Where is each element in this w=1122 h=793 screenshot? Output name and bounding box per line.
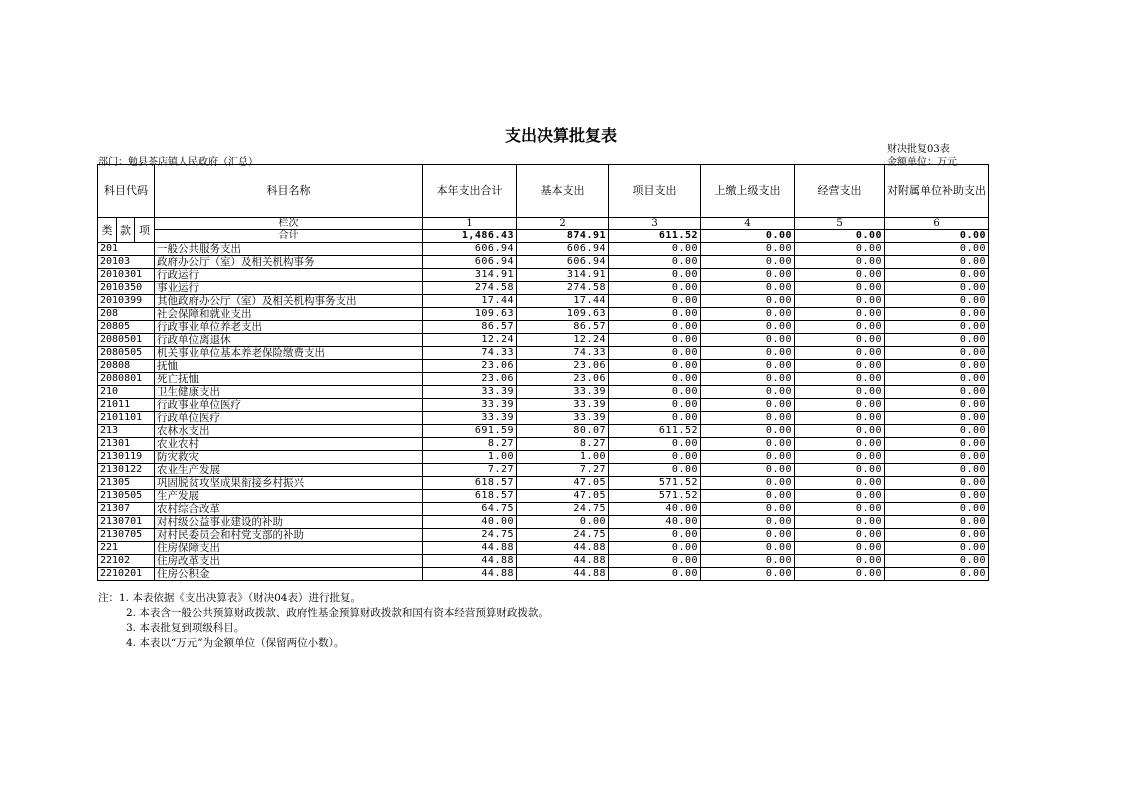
amount-cell: 109.63 — [423, 308, 517, 321]
subject-name: 住房公积金 — [155, 568, 423, 581]
amount-cell: 33.39 — [517, 399, 609, 412]
amount-cell: 274.58 — [517, 282, 609, 295]
header-code: 科目代码 — [98, 165, 155, 218]
amount-cell: 109.63 — [517, 308, 609, 321]
amount-cell: 0.00 — [609, 295, 701, 308]
subject-code: 21307 — [98, 503, 155, 516]
amount-cell: 74.33 — [517, 347, 609, 360]
amount-cell: 0.00 — [701, 503, 795, 516]
amount-cell: 0.00 — [609, 438, 701, 451]
amount-cell: 0.00 — [701, 256, 795, 269]
amount-cell: 0.00 — [885, 412, 989, 425]
amount-cell: 0.00 — [885, 555, 989, 568]
table-row — [98, 360, 989, 373]
subject-name: 行政事业单位医疗 — [155, 399, 423, 412]
col-number-6: 6 — [885, 218, 989, 230]
amount-cell: 0.00 — [795, 451, 885, 464]
header-operation: 经营支出 — [795, 165, 885, 218]
subject-code: 2210201 — [98, 568, 155, 581]
amount-cell: 0.00 — [795, 243, 885, 256]
subject-code: 20805 — [98, 321, 155, 334]
table-row — [98, 256, 989, 269]
amount-cell: 0.00 — [701, 516, 795, 529]
subject-code: 210 — [98, 386, 155, 399]
subject-name: 农村综合改革 — [155, 503, 423, 516]
note-line: 3. 本表批复到项级科目。 — [126, 622, 245, 634]
amount-cell: 0.00 — [795, 334, 885, 347]
amount-cell: 0.00 — [609, 347, 701, 360]
amount-cell: 23.06 — [423, 360, 517, 373]
total-label: 合计 — [155, 230, 423, 243]
subject-code: 2010301 — [98, 269, 155, 282]
subject-code: 21011 — [98, 399, 155, 412]
amount-cell: 0.00 — [885, 386, 989, 399]
amount-cell: 0.00 — [795, 568, 885, 581]
total-value: 0.00 — [795, 230, 885, 243]
amount-cell: 0.00 — [701, 412, 795, 425]
table-row — [98, 464, 989, 477]
header-basic: 基本支出 — [517, 165, 609, 218]
amount-cell: 0.00 — [701, 568, 795, 581]
amount-cell: 44.88 — [517, 568, 609, 581]
amount-cell: 0.00 — [701, 308, 795, 321]
amount-cell: 12.24 — [423, 334, 517, 347]
amount-cell: 44.88 — [517, 542, 609, 555]
amount-cell: 0.00 — [795, 425, 885, 438]
amount-cell: 0.00 — [609, 334, 701, 347]
subject-name: 农业生产发展 — [155, 464, 423, 477]
table-row — [98, 438, 989, 451]
amount-cell: 23.06 — [423, 373, 517, 386]
amount-cell: 86.57 — [517, 321, 609, 334]
table-row — [98, 334, 989, 347]
header-lei: 类 — [98, 218, 117, 243]
amount-cell: 0.00 — [885, 282, 989, 295]
table-row — [98, 555, 989, 568]
amount-cell: 618.57 — [423, 490, 517, 503]
subject-code: 20808 — [98, 360, 155, 373]
amount-cell: 606.94 — [423, 243, 517, 256]
amount-cell: 0.00 — [885, 568, 989, 581]
amount-cell: 0.00 — [701, 529, 795, 542]
table-row — [98, 412, 989, 425]
amount-cell: 23.06 — [517, 360, 609, 373]
amount-cell: 606.94 — [517, 243, 609, 256]
amount-cell: 0.00 — [795, 516, 885, 529]
subject-code: 2080801 — [98, 373, 155, 386]
amount-cell: 0.00 — [795, 373, 885, 386]
column-number-row — [98, 218, 989, 230]
amount-cell: 12.24 — [517, 334, 609, 347]
amount-cell: 0.00 — [609, 568, 701, 581]
amount-cell: 606.94 — [423, 256, 517, 269]
subject-code: 208 — [98, 308, 155, 321]
total-row — [98, 230, 989, 243]
amount-cell: 24.75 — [517, 529, 609, 542]
amount-cell: 0.00 — [795, 282, 885, 295]
amount-cell: 0.00 — [885, 256, 989, 269]
amount-cell: 0.00 — [701, 321, 795, 334]
amount-cell: 0.00 — [795, 308, 885, 321]
amount-cell: 0.00 — [795, 490, 885, 503]
amount-cell: 0.00 — [885, 295, 989, 308]
amount-cell: 0.00 — [701, 373, 795, 386]
amount-cell: 44.88 — [517, 555, 609, 568]
table-row — [98, 269, 989, 282]
subject-name: 事业运行 — [155, 282, 423, 295]
note-line: 2. 本表含一般公共预算财政拨款、政府性基金预算财政拨款和国有资本经营预算财政拨款。 — [126, 607, 549, 619]
subject-name: 农业农村 — [155, 438, 423, 451]
amount-cell: 0.00 — [795, 555, 885, 568]
table-row — [98, 503, 989, 516]
amount-cell: 0.00 — [701, 295, 795, 308]
table-row — [98, 451, 989, 464]
amount-cell: 0.00 — [795, 464, 885, 477]
amount-cell: 1.00 — [423, 451, 517, 464]
table-row — [98, 386, 989, 399]
subject-code: 221 — [98, 542, 155, 555]
subject-code: 2130505 — [98, 490, 155, 503]
subject-name: 政府办公厅（室）及相关机构事务 — [155, 256, 423, 269]
amount-cell: 33.39 — [423, 412, 517, 425]
amount-cell: 0.00 — [701, 269, 795, 282]
amount-cell: 0.00 — [885, 334, 989, 347]
amount-cell: 0.00 — [609, 373, 701, 386]
subject-name: 卫生健康支出 — [155, 386, 423, 399]
subject-name: 防灾救灾 — [155, 451, 423, 464]
header-xiang: 项 — [135, 218, 155, 243]
header-subsidy: 对附属单位补助支出 — [885, 165, 989, 218]
amount-cell: 47.05 — [517, 477, 609, 490]
amount-cell: 24.75 — [517, 503, 609, 516]
total-value: 0.00 — [885, 230, 989, 243]
amount-cell: 0.00 — [885, 373, 989, 386]
col-number-5: 5 — [795, 218, 885, 230]
amount-cell: 0.00 — [795, 477, 885, 490]
table-row — [98, 542, 989, 555]
notes — [98, 591, 549, 651]
amount-cell: 40.00 — [609, 503, 701, 516]
amount-cell: 0.00 — [795, 399, 885, 412]
table-row — [98, 282, 989, 295]
col-number-2: 2 — [517, 218, 609, 230]
amount-cell: 0.00 — [795, 269, 885, 282]
amount-cell: 0.00 — [701, 542, 795, 555]
subject-name: 行政运行 — [155, 269, 423, 282]
table-row — [98, 373, 989, 386]
amount-cell: 0.00 — [885, 477, 989, 490]
amount-cell: 47.05 — [517, 490, 609, 503]
amount-cell: 8.27 — [423, 438, 517, 451]
amount-cell: 314.91 — [517, 269, 609, 282]
amount-cell: 17.44 — [423, 295, 517, 308]
subject-name: 住房改革支出 — [155, 555, 423, 568]
table-row — [98, 295, 989, 308]
table-row — [98, 477, 989, 490]
amount-cell: 24.75 — [423, 529, 517, 542]
amount-cell: 0.00 — [517, 516, 609, 529]
amount-cell: 0.00 — [795, 256, 885, 269]
amount-cell: 0.00 — [701, 347, 795, 360]
amount-cell: 0.00 — [609, 399, 701, 412]
header-lanci: 栏次 — [155, 218, 423, 230]
amount-cell: 0.00 — [609, 360, 701, 373]
table-row — [98, 425, 989, 438]
subject-code: 2101101 — [98, 412, 155, 425]
subject-name: 一般公共服务支出 — [155, 243, 423, 256]
amount-cell: 0.00 — [609, 451, 701, 464]
subject-name: 行政单位医疗 — [155, 412, 423, 425]
header-upper: 上缴上级支出 — [701, 165, 795, 218]
subject-code: 2130122 — [98, 464, 155, 477]
amount-cell: 0.00 — [609, 386, 701, 399]
amount-cell: 0.00 — [609, 555, 701, 568]
total-value: 874.91 — [517, 230, 609, 243]
department-label: 部门：勉县茶店镇人民政府（汇总） — [98, 157, 258, 168]
amount-cell: 0.00 — [885, 347, 989, 360]
amount-cell: 86.57 — [423, 321, 517, 334]
subject-code: 22102 — [98, 555, 155, 568]
table-row — [98, 321, 989, 334]
amount-cell: 44.88 — [423, 568, 517, 581]
amount-cell: 0.00 — [701, 555, 795, 568]
amount-cell: 80.07 — [517, 425, 609, 438]
amount-cell: 0.00 — [609, 282, 701, 295]
amount-cell: 0.00 — [701, 438, 795, 451]
amount-cell: 0.00 — [885, 438, 989, 451]
amount-cell: 0.00 — [885, 542, 989, 555]
subject-name: 对村民委员会和村党支部的补助 — [155, 529, 423, 542]
amount-cell: 40.00 — [423, 516, 517, 529]
subject-code: 2130701 — [98, 516, 155, 529]
subject-code: 21305 — [98, 477, 155, 490]
header-row — [98, 165, 989, 218]
amount-cell: 7.27 — [517, 464, 609, 477]
amount-cell: 0.00 — [701, 399, 795, 412]
table-row — [98, 490, 989, 503]
amount-cell: 0.00 — [885, 308, 989, 321]
subject-code: 2010399 — [98, 295, 155, 308]
amount-cell: 0.00 — [609, 243, 701, 256]
header-name: 科目名称 — [155, 165, 423, 218]
amount-cell: 691.59 — [423, 425, 517, 438]
amount-cell: 0.00 — [795, 360, 885, 373]
amount-cell: 0.00 — [701, 425, 795, 438]
amount-cell: 0.00 — [885, 360, 989, 373]
amount-cell: 0.00 — [795, 542, 885, 555]
amount-cell: 0.00 — [701, 334, 795, 347]
amount-cell: 0.00 — [701, 451, 795, 464]
amount-cell: 0.00 — [795, 529, 885, 542]
subject-code: 21301 — [98, 438, 155, 451]
amount-cell: 0.00 — [701, 282, 795, 295]
amount-cell: 33.39 — [517, 386, 609, 399]
amount-cell: 17.44 — [517, 295, 609, 308]
subject-name: 抚恤 — [155, 360, 423, 373]
form-number: 财决批复03表 — [887, 144, 950, 155]
note-line: 4. 本表以“万元”为金额单位（保留两位小数）。 — [126, 637, 345, 649]
amount-cell: 0.00 — [795, 347, 885, 360]
subject-name: 巩固脱贫攻坚成果衔接乡村振兴 — [155, 477, 423, 490]
col-number-3: 3 — [609, 218, 701, 230]
subject-name: 死亡抚恤 — [155, 373, 423, 386]
amount-cell: 23.06 — [517, 373, 609, 386]
total-value: 1,486.43 — [423, 230, 517, 243]
subject-code: 2080501 — [98, 334, 155, 347]
subject-name: 生产发展 — [155, 490, 423, 503]
amount-cell: 74.33 — [423, 347, 517, 360]
header-total: 本年支出合计 — [423, 165, 517, 218]
expenditure-table — [97, 164, 989, 581]
amount-cell: 0.00 — [795, 412, 885, 425]
amount-cell: 0.00 — [701, 360, 795, 373]
amount-cell: 33.39 — [517, 412, 609, 425]
subject-name: 住房保障支出 — [155, 542, 423, 555]
header-kuan: 款 — [117, 218, 135, 243]
table-row — [98, 568, 989, 581]
amount-cell: 0.00 — [885, 321, 989, 334]
subject-code: 213 — [98, 425, 155, 438]
amount-cell: 571.52 — [609, 477, 701, 490]
amount-cell: 0.00 — [885, 503, 989, 516]
amount-cell: 0.00 — [795, 503, 885, 516]
amount-cell: 0.00 — [885, 451, 989, 464]
amount-cell: 0.00 — [701, 386, 795, 399]
amount-cell: 0.00 — [701, 243, 795, 256]
table-row — [98, 516, 989, 529]
subject-name: 对村级公益事业建设的补助 — [155, 516, 423, 529]
amount-cell: 8.27 — [517, 438, 609, 451]
subject-code: 2010350 — [98, 282, 155, 295]
amount-cell: 0.00 — [609, 321, 701, 334]
subject-code: 20103 — [98, 256, 155, 269]
amount-cell: 0.00 — [701, 490, 795, 503]
amount-cell: 44.88 — [423, 542, 517, 555]
amount-cell: 611.52 — [609, 425, 701, 438]
amount-cell: 33.39 — [423, 386, 517, 399]
amount-unit-label: 金额单位：万元 — [887, 157, 957, 168]
table-row — [98, 529, 989, 542]
subject-code: 201 — [98, 243, 155, 256]
table-row — [98, 347, 989, 360]
amount-cell: 64.75 — [423, 503, 517, 516]
amount-cell: 314.91 — [423, 269, 517, 282]
amount-cell: 0.00 — [795, 295, 885, 308]
table-row — [98, 308, 989, 321]
amount-cell: 33.39 — [423, 399, 517, 412]
amount-cell: 0.00 — [795, 438, 885, 451]
amount-cell: 0.00 — [885, 490, 989, 503]
table-row — [98, 243, 989, 256]
subject-name: 行政事业单位养老支出 — [155, 321, 423, 334]
col-number-1: 1 — [423, 218, 517, 230]
amount-cell: 0.00 — [609, 269, 701, 282]
subject-code: 2130705 — [98, 529, 155, 542]
total-value: 0.00 — [701, 230, 795, 243]
amount-cell: 0.00 — [609, 542, 701, 555]
note-line: 注：1. 本表依据《支出决算表》（财决04表）进行批复。 — [98, 592, 361, 604]
amount-cell: 618.57 — [423, 477, 517, 490]
amount-cell: 0.00 — [885, 464, 989, 477]
amount-cell: 0.00 — [609, 529, 701, 542]
amount-cell: 0.00 — [885, 425, 989, 438]
amount-cell: 0.00 — [885, 516, 989, 529]
amount-cell: 0.00 — [701, 464, 795, 477]
amount-cell: 0.00 — [795, 321, 885, 334]
subject-name: 农林水支出 — [155, 425, 423, 438]
amount-cell: 0.00 — [609, 412, 701, 425]
subject-code: 2130119 — [98, 451, 155, 464]
subject-name: 社会保障和就业支出 — [155, 308, 423, 321]
amount-cell: 606.94 — [517, 256, 609, 269]
amount-cell: 0.00 — [701, 477, 795, 490]
amount-cell: 0.00 — [609, 308, 701, 321]
amount-cell: 571.52 — [609, 490, 701, 503]
amount-cell: 0.00 — [609, 464, 701, 477]
amount-cell: 40.00 — [609, 516, 701, 529]
total-value: 611.52 — [609, 230, 701, 243]
col-number-4: 4 — [701, 218, 795, 230]
subject-code: 2080505 — [98, 347, 155, 360]
header-project: 项目支出 — [609, 165, 701, 218]
amount-cell: 7.27 — [423, 464, 517, 477]
subject-name: 其他政府办公厅（室）及相关机构事务支出 — [155, 295, 423, 308]
amount-cell: 0.00 — [795, 386, 885, 399]
subject-name: 机关事业单位基本养老保险缴费支出 — [155, 347, 423, 360]
table-row — [98, 399, 989, 412]
amount-cell: 0.00 — [885, 269, 989, 282]
report-title: 支出决算批复表 — [504, 126, 617, 145]
subject-name: 行政单位离退休 — [155, 334, 423, 347]
amount-cell: 274.58 — [423, 282, 517, 295]
amount-cell: 0.00 — [609, 256, 701, 269]
amount-cell: 0.00 — [885, 529, 989, 542]
amount-cell: 1.00 — [517, 451, 609, 464]
amount-cell: 44.88 — [423, 555, 517, 568]
amount-cell: 0.00 — [885, 399, 989, 412]
amount-cell: 0.00 — [885, 243, 989, 256]
